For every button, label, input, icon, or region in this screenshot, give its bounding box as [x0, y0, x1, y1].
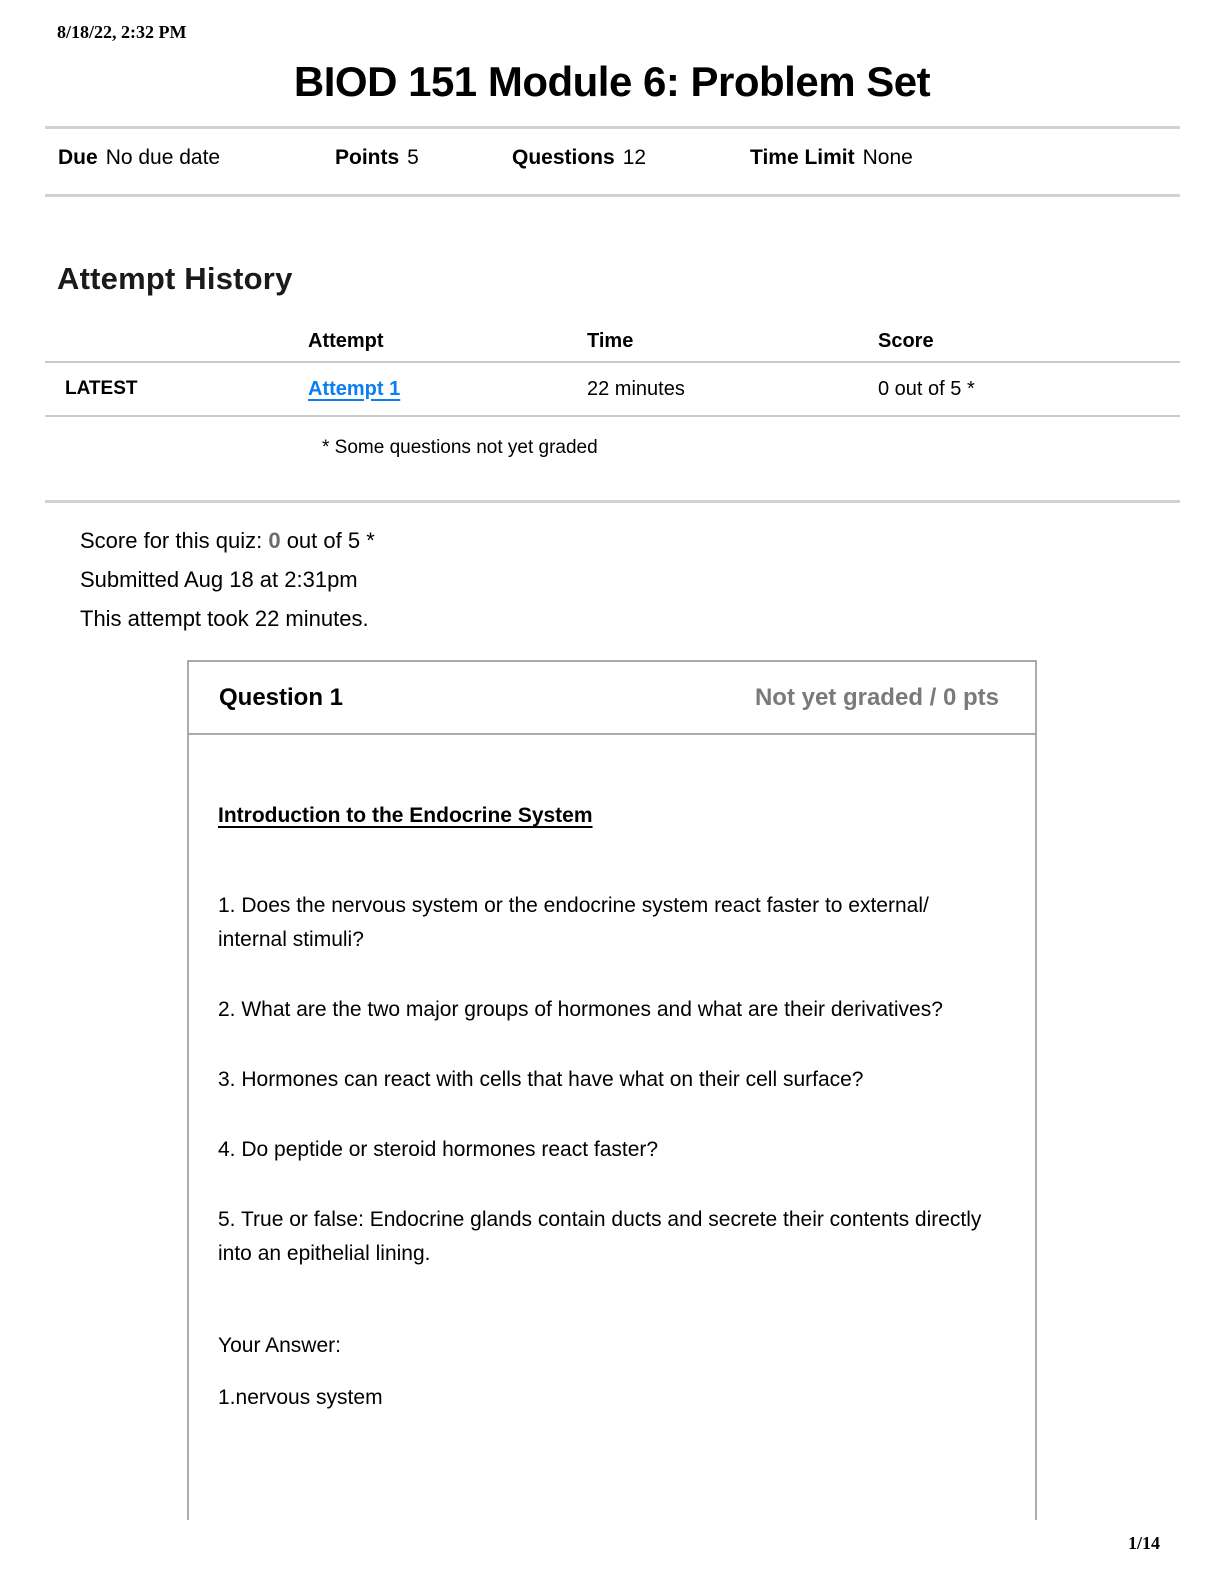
score-value: 0 — [268, 528, 281, 553]
meta-points — [335, 146, 512, 170]
question-item: 1. Does the nervous system or the endocrine system react faster to external/ internal stimuli? — [218, 894, 929, 951]
divider — [45, 194, 1180, 197]
question-title: Question 1 — [219, 683, 344, 711]
attempt-history-heading: Attempt History — [57, 261, 293, 296]
divider — [45, 500, 1180, 503]
print-footer-page-number: 1/14 — [1127, 1533, 1160, 1553]
score-line — [80, 529, 1224, 552]
meta-due — [58, 146, 335, 170]
quiz-summary — [80, 529, 1224, 630]
meta-time-limit — [750, 146, 913, 170]
meta-points-label: Points — [335, 146, 400, 169]
meta-questions-value: 12 — [622, 146, 647, 169]
meta-due-value: No due date — [105, 146, 221, 169]
score-prefix: Score for this quiz: — [80, 528, 263, 553]
grading-footnote: * Some questions not yet graded — [322, 437, 598, 458]
header-cell-score: Score — [878, 330, 934, 352]
question-item: 5. True or false: Endocrine glands contain ducts and secrete their contents directly into an epithelial lining. — [218, 1208, 982, 1265]
attempt-link[interactable]: Attempt 1 — [308, 377, 401, 400]
your-answer-text: 1.nervous system — [218, 1386, 383, 1409]
question-body — [189, 735, 1035, 1415]
meta-points-value: 5 — [407, 146, 419, 169]
attempt-time: 22 minutes — [587, 377, 685, 400]
meta-time-limit-label: Time Limit — [750, 146, 855, 169]
submitted-line: Submitted Aug 18 at 2:31pm — [80, 567, 358, 592]
score-suffix: out of 5 * — [286, 528, 375, 553]
duration-line: This attempt took 22 minutes. — [80, 606, 369, 631]
question-card — [187, 660, 1037, 1520]
meta-questions — [512, 146, 750, 170]
question-grade-status: Not yet graded / 0 pts — [754, 683, 999, 711]
meta-time-limit-value: None — [862, 146, 913, 169]
question-item: 3. Hormones can react with cells that have what on their cell surface? — [218, 1068, 864, 1091]
attempt-history-header-row — [45, 323, 1180, 363]
attempt-score: 0 out of 5 * — [878, 377, 975, 400]
quiz-meta-row — [58, 129, 1224, 194]
table-row — [45, 363, 1180, 417]
meta-due-label: Due — [58, 146, 98, 169]
question-header — [189, 662, 1035, 735]
page-title: BIOD 151 Module 6: Problem Set — [293, 58, 931, 105]
attempt-history-table — [45, 323, 1180, 417]
meta-questions-label: Questions — [512, 146, 615, 169]
question-section-heading: Introduction to the Endocrine System — [218, 804, 593, 827]
print-header-datetime: 8/18/22, 2:32 PM — [57, 22, 187, 42]
question-item: 2. What are the two major groups of hormones and what are their derivatives? — [218, 998, 943, 1021]
header-cell-time: Time — [587, 330, 634, 352]
latest-label: LATEST — [65, 378, 138, 399]
your-answer-label: Your Answer: — [218, 1334, 341, 1357]
header-cell-attempt: Attempt — [308, 330, 384, 352]
question-item: 4. Do peptide or steroid hormones react faster? — [218, 1138, 659, 1161]
